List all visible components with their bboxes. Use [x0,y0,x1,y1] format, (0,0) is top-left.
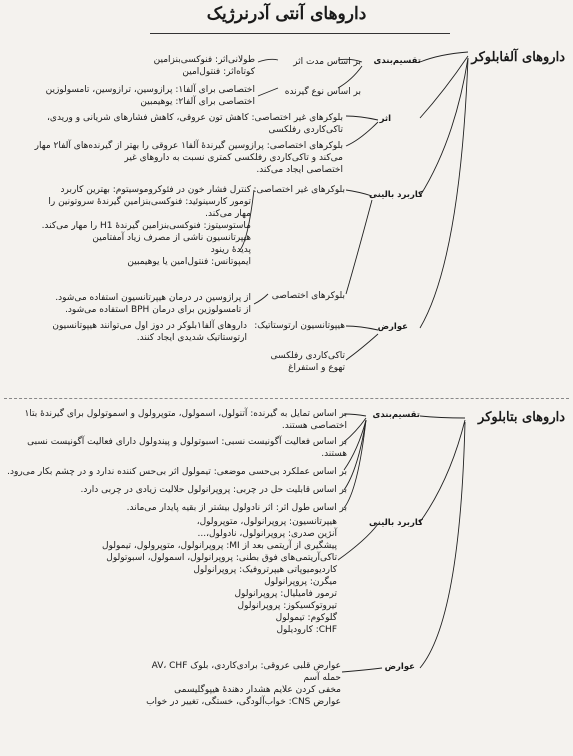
connector-alpha-clinical-selective [346,200,372,294]
beta-clinical-list: هیپرتانسیون: پروپرانولول، متوپرولول، آنژین صدری: پروپرانولول، نادولول،... پیشگیری از آریتمی بعد از MI: پروپرانولول، متوپرولول، تیمولول تاکی‌آریتمی‌های فوق بطنی: پروپرانولول، اسمولول، اسبوتولول کاردیومیوپاتی هیپرتروفیک: پروپرانولول میگرن: پروپرانولول ترمور فامیلیال: پروپرانولول تیروتوکسیکوز: پروپرانولول گلوکوم: تیمولول CHF: کارودیلول [102,517,337,635]
connector-beta-by-receptor [344,414,366,416]
connector-alpha-selective-detail [254,294,268,304]
connector-beta-adverse [420,422,465,668]
alpha-adverse-orthostatic: هیپوتانسیون ارتوستاتیک: [254,321,345,331]
connector-alpha-effect-selective [346,122,378,146]
connector-beta-clinical [420,420,465,522]
beta-by-anesthetic: بر اساس عملکرد بی‌حسی موضعی: تیمولول اثر بی‌حس کننده ندارد و در چشم بکار می‌رود. [7,467,347,477]
alpha-clinical-selective: بلوکرهای اختصاصی [271,291,345,301]
alpha-by-duration: بر اساس مدت اثر [293,57,361,67]
alpha-by-receptor: بر اساس نوع گیرنده [284,87,361,97]
alpha-clinical-selective-detail: از پرازوسین در درمان هیپرتانسیون استفاده می‌شود. از تامسولوزین برای درمان BPH استفاده می‌شود. [55,293,251,315]
connector-alpha-adverse-orthostatic [346,326,378,330]
alpha-effect-label: اثر [379,114,391,124]
alpha-classification-label: تقسیم‌بندی [373,56,421,66]
beta-blockers-heading: داروهای بتابلوکر [478,410,565,425]
beta-adverse-label: عوارض [384,662,415,672]
page-title: داروهای آنتی آدرنرژیک [206,4,367,24]
alpha-adverse-label: عوارض [377,322,408,332]
connector-alpha-adverse [420,58,468,328]
beta-by-half-life: بر اساس طول اثر: اثر نادولول بیشتر از بقیه پایدار می‌ماند. [126,503,347,513]
alpha-adverse-orthostatic-detail: داروهای آلفا۱بلوکر در دوز اول می‌توانند هیپوتانسیون ارتوستاتیک شدیدی ایجاد کنند. [52,321,247,343]
connector-beta-classification [420,416,465,418]
alpha-clinical-nonselective: بلوکرهای غیر اختصاصی: [253,185,345,195]
connector-alpha-effect [420,56,468,118]
connector-alpha-receptor-detail [258,88,278,96]
beta-by-receptor: بر اساس تمایل به گیرنده: آتنولول، اسمولول، متوپرولول و اسموتولول برای گیرندهٔ بتا۱ اختصاصی هستند. [24,409,347,431]
connector-alpha-classification [420,52,468,62]
connector-alpha-duration-detail [258,59,278,62]
alpha-adverse-others: تاکی‌کاردی رفلکسی تهوع و استفراغ [270,351,345,373]
beta-by-lipid: بر اساس قابلیت حل در چربی: پروپرانولول حلالیت زیادی در چربی دارد. [80,485,347,495]
alpha-blockers-heading: داروهای آلفابلوکر [471,50,565,65]
beta-by-agonist: بر اساس فعالیت آگونیست نسبی: اسبوتولول و پیندولول دارای فعالیت آگونیست نسبی هستند. [27,437,347,459]
alpha-selective-effect: بلوکرهای اختصاصی: پرازوسین گیرندهٔ آلفا۱ عروقی را بهتر از گیرنده‌های آلفا۲ مهار می‌کند و تاکی‌کاردی رفلکسی کمتری نسبت به داروهای غیر اختصاصی ایجاد می‌کند. [34,141,343,175]
connector-alpha-receptor [338,66,362,88]
alpha-clinical-label: کاربرد بالینی [369,190,423,200]
beta-clinical-label: کاربرد بالینی [369,518,423,528]
alpha-nonselective-effect: بلوکرهای غیر اختصاصی: کاهش تون عروقی، کاهش فشارهای شریانی و وریدی، تاکی‌کاردی رفلکسی [47,113,343,135]
alpha-clinical-nonselective-detail: کنترل فشار خون در فئوکروموسیتوم: بهترین کاربرد تومور کارسینوئید: فنوکسی‌بنزامین گیرندهٔ سروتونین را مهار می‌کند. ماستوسیتوز: فنوکسی‌بنزامین گیرندهٔ H1 را مهار می‌کند. هیپرتانسیون ناشی از مصرف زیاد آمفتامین پدیدهٔ رینود ایمپوتانس: فنتول‌امین یا یوهیمبین [41,185,251,267]
alpha-duration-detail: طولانی‌اثر: فنوکسی‌بنزامین کوتاه‌اثر: فنتول‌امین [153,55,255,77]
beta-classification-label: تقسیم‌بندی [372,410,420,420]
beta-adverse-list: عوارض قلبی عروقی: برادی‌کاردی، بلوک AV، CHF حمله آسم مخفی کردن علایم هشدار دهندهٔ هیپوگلیسمی عوارض CNS: خواب‌آلودگی، خستگی، تغییر در خواب [146,661,341,707]
connector-alpha-effect-nonselective [346,116,378,120]
section-divider [4,398,569,399]
connector-alpha-clinical [420,58,468,196]
connector-beta-clinical-list [338,524,378,560]
connector-alpha-adverse-others [346,334,378,360]
connector-beta-adverse-list [342,668,382,672]
alpha-receptor-detail: اختصاصی برای آلفا۱: پرازوسین، ترازوسین، تامسولوزین اختصاصی برای آلفا۲: یوهیمبین [45,85,255,107]
connector-beta-by-half-life [344,420,366,508]
